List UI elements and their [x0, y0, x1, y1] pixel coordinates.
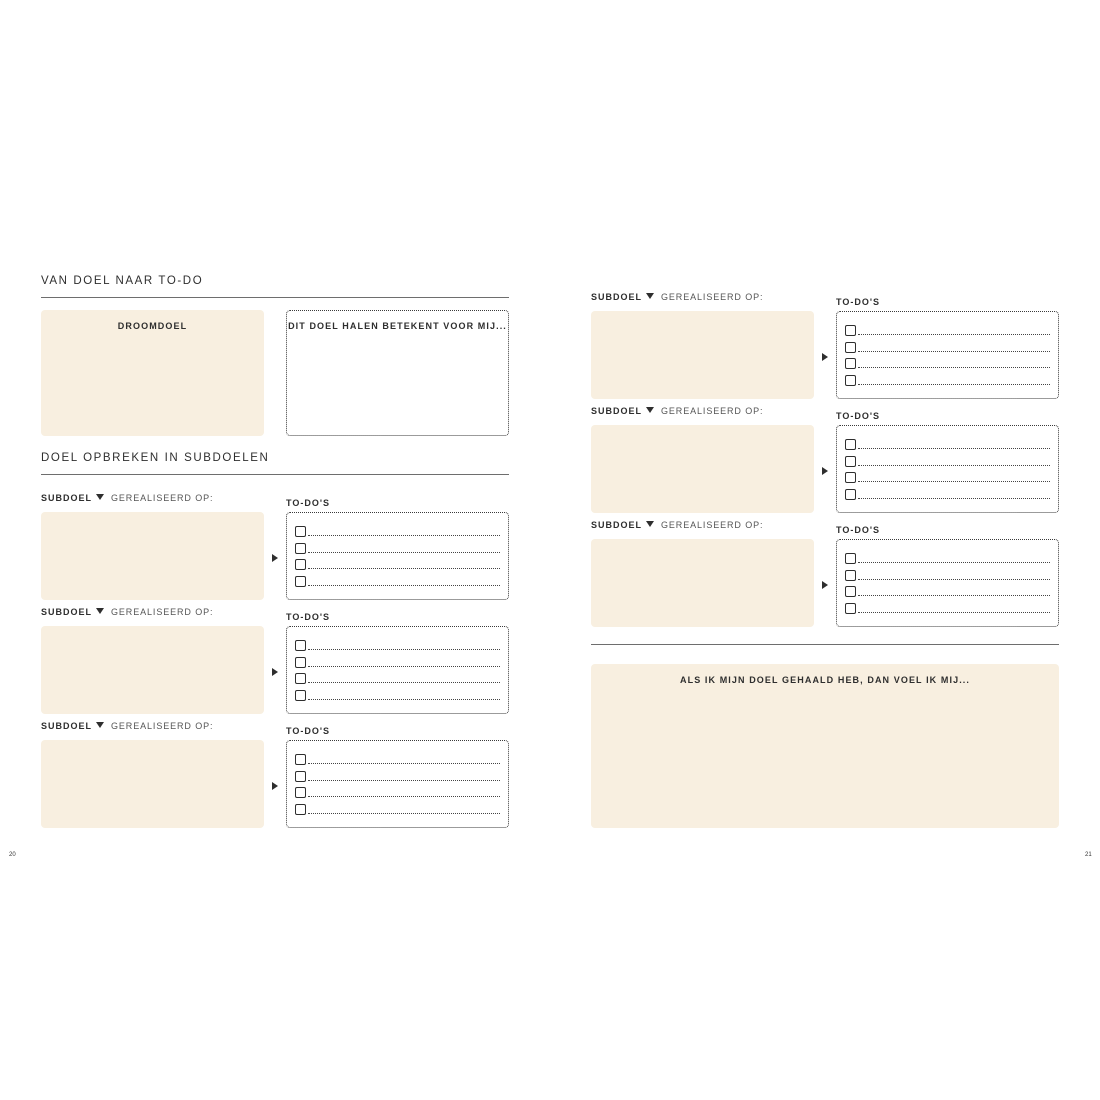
- droomdoel-box[interactable]: [41, 310, 264, 436]
- subdoel-label: SUBDOEL: [591, 520, 643, 530]
- todo-write-line[interactable]: [308, 568, 500, 569]
- checkbox-icon[interactable]: [295, 526, 306, 537]
- triangle-down-icon: [96, 494, 104, 500]
- checkbox-icon[interactable]: [845, 342, 856, 353]
- checkbox-icon[interactable]: [845, 603, 856, 614]
- todo-write-line[interactable]: [308, 699, 500, 700]
- todo-write-line[interactable]: [858, 481, 1050, 482]
- subdoel-box[interactable]: [41, 626, 264, 714]
- todo-heading: TO-DO'S: [836, 525, 880, 535]
- todo-item[interactable]: [845, 438, 1050, 450]
- todo-item[interactable]: [295, 656, 500, 668]
- todo-box: [286, 740, 509, 828]
- subdoel-label: SUBDOEL: [591, 406, 643, 416]
- todo-item[interactable]: [845, 324, 1050, 336]
- todo-write-line[interactable]: [308, 682, 500, 683]
- todo-item[interactable]: [845, 585, 1050, 597]
- todo-item[interactable]: [295, 689, 500, 701]
- subdoel-label: SUBDOEL: [41, 493, 93, 503]
- todo-item[interactable]: [295, 558, 500, 570]
- checkbox-icon[interactable]: [845, 586, 856, 597]
- todo-item[interactable]: [295, 525, 500, 537]
- gerealiseerd-label: GEREALISEERD OP:: [111, 607, 214, 617]
- checkbox-icon[interactable]: [845, 439, 856, 450]
- page-number: 20: [9, 852, 16, 858]
- todo-heading: TO-DO'S: [286, 612, 330, 622]
- todo-item[interactable]: [845, 569, 1050, 581]
- checkbox-icon[interactable]: [295, 690, 306, 701]
- todo-item[interactable]: [295, 575, 500, 587]
- gerealiseerd-label: GEREALISEERD OP:: [661, 406, 764, 416]
- todo-write-line[interactable]: [858, 562, 1050, 563]
- section-divider: [591, 644, 1059, 645]
- subdoel-label: SUBDOEL: [41, 607, 93, 617]
- section-divider: [41, 474, 509, 475]
- checkbox-icon[interactable]: [845, 325, 856, 336]
- triangle-down-icon: [646, 293, 654, 299]
- triangle-right-icon: [272, 554, 278, 562]
- todo-item[interactable]: [845, 357, 1050, 369]
- todo-item[interactable]: [295, 753, 500, 765]
- subdoel-box[interactable]: [41, 740, 264, 828]
- todo-write-line[interactable]: [308, 666, 500, 667]
- gerealiseerd-label: GEREALISEERD OP:: [661, 292, 764, 302]
- todo-write-line[interactable]: [308, 535, 500, 536]
- todo-heading: TO-DO'S: [836, 297, 880, 307]
- gerealiseerd-label: GEREALISEERD OP:: [111, 721, 214, 731]
- subdoel-box[interactable]: [591, 539, 814, 627]
- todo-item[interactable]: [845, 552, 1050, 564]
- todo-write-line[interactable]: [308, 649, 500, 650]
- todo-write-line[interactable]: [858, 334, 1050, 335]
- checkbox-icon[interactable]: [295, 657, 306, 668]
- todo-heading: TO-DO'S: [836, 411, 880, 421]
- section-title-van-doel: VAN DOEL NAAR TO-DO: [41, 275, 204, 287]
- todo-item[interactable]: [845, 471, 1050, 483]
- todo-write-line[interactable]: [858, 612, 1050, 613]
- page-number: 21: [1085, 852, 1092, 858]
- todo-write-line[interactable]: [858, 351, 1050, 352]
- todo-item[interactable]: [845, 341, 1050, 353]
- subdoel-box[interactable]: [41, 512, 264, 600]
- checkbox-icon[interactable]: [845, 456, 856, 467]
- todo-write-line[interactable]: [308, 813, 500, 814]
- subdoel-heading: [41, 721, 104, 731]
- todo-write-line[interactable]: [308, 763, 500, 764]
- todo-box: [836, 311, 1059, 399]
- gerealiseerd-label: GEREALISEERD OP:: [111, 493, 214, 503]
- todo-write-line[interactable]: [308, 585, 500, 586]
- checkbox-icon[interactable]: [295, 576, 306, 587]
- checkbox-icon[interactable]: [845, 489, 856, 500]
- subdoel-heading: [41, 493, 104, 503]
- section-title-subdoelen: DOEL OPBREKEN IN SUBDOELEN: [41, 452, 270, 464]
- todo-box: [286, 626, 509, 714]
- checkbox-icon[interactable]: [845, 375, 856, 386]
- todo-item[interactable]: [295, 803, 500, 815]
- subdoel-box[interactable]: [591, 311, 814, 399]
- checkbox-icon[interactable]: [845, 358, 856, 369]
- gerealiseerd-label: GEREALISEERD OP:: [661, 520, 764, 530]
- todo-write-line[interactable]: [858, 448, 1050, 449]
- todo-heading: TO-DO'S: [286, 726, 330, 736]
- todo-heading: TO-DO'S: [286, 498, 330, 508]
- todo-item[interactable]: [295, 770, 500, 782]
- triangle-right-icon: [822, 581, 828, 589]
- todo-item[interactable]: [845, 374, 1050, 386]
- checkbox-icon[interactable]: [295, 559, 306, 570]
- triangle-right-icon: [822, 353, 828, 361]
- todo-write-line[interactable]: [858, 465, 1050, 466]
- gevoel-box[interactable]: [591, 664, 1059, 828]
- todo-write-line[interactable]: [308, 780, 500, 781]
- checkbox-icon[interactable]: [295, 543, 306, 554]
- checkbox-icon[interactable]: [845, 553, 856, 564]
- todo-item[interactable]: [295, 639, 500, 651]
- subdoel-heading: [591, 520, 654, 530]
- betekent-label: DIT DOEL HALEN BETEKENT VOOR MIJ...: [288, 321, 507, 331]
- checkbox-icon[interactable]: [295, 754, 306, 765]
- todo-write-line[interactable]: [858, 579, 1050, 580]
- triangle-right-icon: [272, 668, 278, 676]
- subdoel-heading: [591, 406, 654, 416]
- droomdoel-label: DROOMDOEL: [117, 321, 188, 331]
- checkbox-icon[interactable]: [845, 472, 856, 483]
- triangle-down-icon: [96, 722, 104, 728]
- checkbox-icon[interactable]: [295, 771, 306, 782]
- todo-item[interactable]: [845, 455, 1050, 467]
- todo-item[interactable]: [845, 488, 1050, 500]
- todo-write-line[interactable]: [858, 367, 1050, 368]
- subdoel-box[interactable]: [591, 425, 814, 513]
- todo-write-line[interactable]: [858, 595, 1050, 596]
- triangle-down-icon: [646, 407, 654, 413]
- todo-box: [286, 512, 509, 600]
- checkbox-icon[interactable]: [295, 640, 306, 651]
- todo-box: [836, 539, 1059, 627]
- triangle-right-icon: [272, 782, 278, 790]
- todo-write-line[interactable]: [308, 552, 500, 553]
- todo-item[interactable]: [295, 542, 500, 554]
- todo-box: [836, 425, 1059, 513]
- subdoel-heading: [591, 292, 654, 302]
- todo-write-line[interactable]: [308, 796, 500, 797]
- triangle-down-icon: [646, 521, 654, 527]
- todo-write-line[interactable]: [858, 498, 1050, 499]
- gevoel-label: ALS IK MIJN DOEL GEHAALD HEB, DAN VOEL IK MIJ...: [680, 675, 970, 685]
- subdoel-label: SUBDOEL: [591, 292, 643, 302]
- subdoel-label: SUBDOEL: [41, 721, 93, 731]
- checkbox-icon[interactable]: [295, 787, 306, 798]
- checkbox-icon[interactable]: [295, 673, 306, 684]
- checkbox-icon[interactable]: [295, 804, 306, 815]
- triangle-right-icon: [822, 467, 828, 475]
- todo-item[interactable]: [845, 602, 1050, 614]
- todo-item[interactable]: [295, 786, 500, 798]
- subdoel-heading: [41, 607, 104, 617]
- todo-item[interactable]: [295, 672, 500, 684]
- betekent-box[interactable]: [286, 310, 509, 436]
- checkbox-icon[interactable]: [845, 570, 856, 581]
- todo-write-line[interactable]: [858, 384, 1050, 385]
- section-divider: [41, 297, 509, 298]
- triangle-down-icon: [96, 608, 104, 614]
